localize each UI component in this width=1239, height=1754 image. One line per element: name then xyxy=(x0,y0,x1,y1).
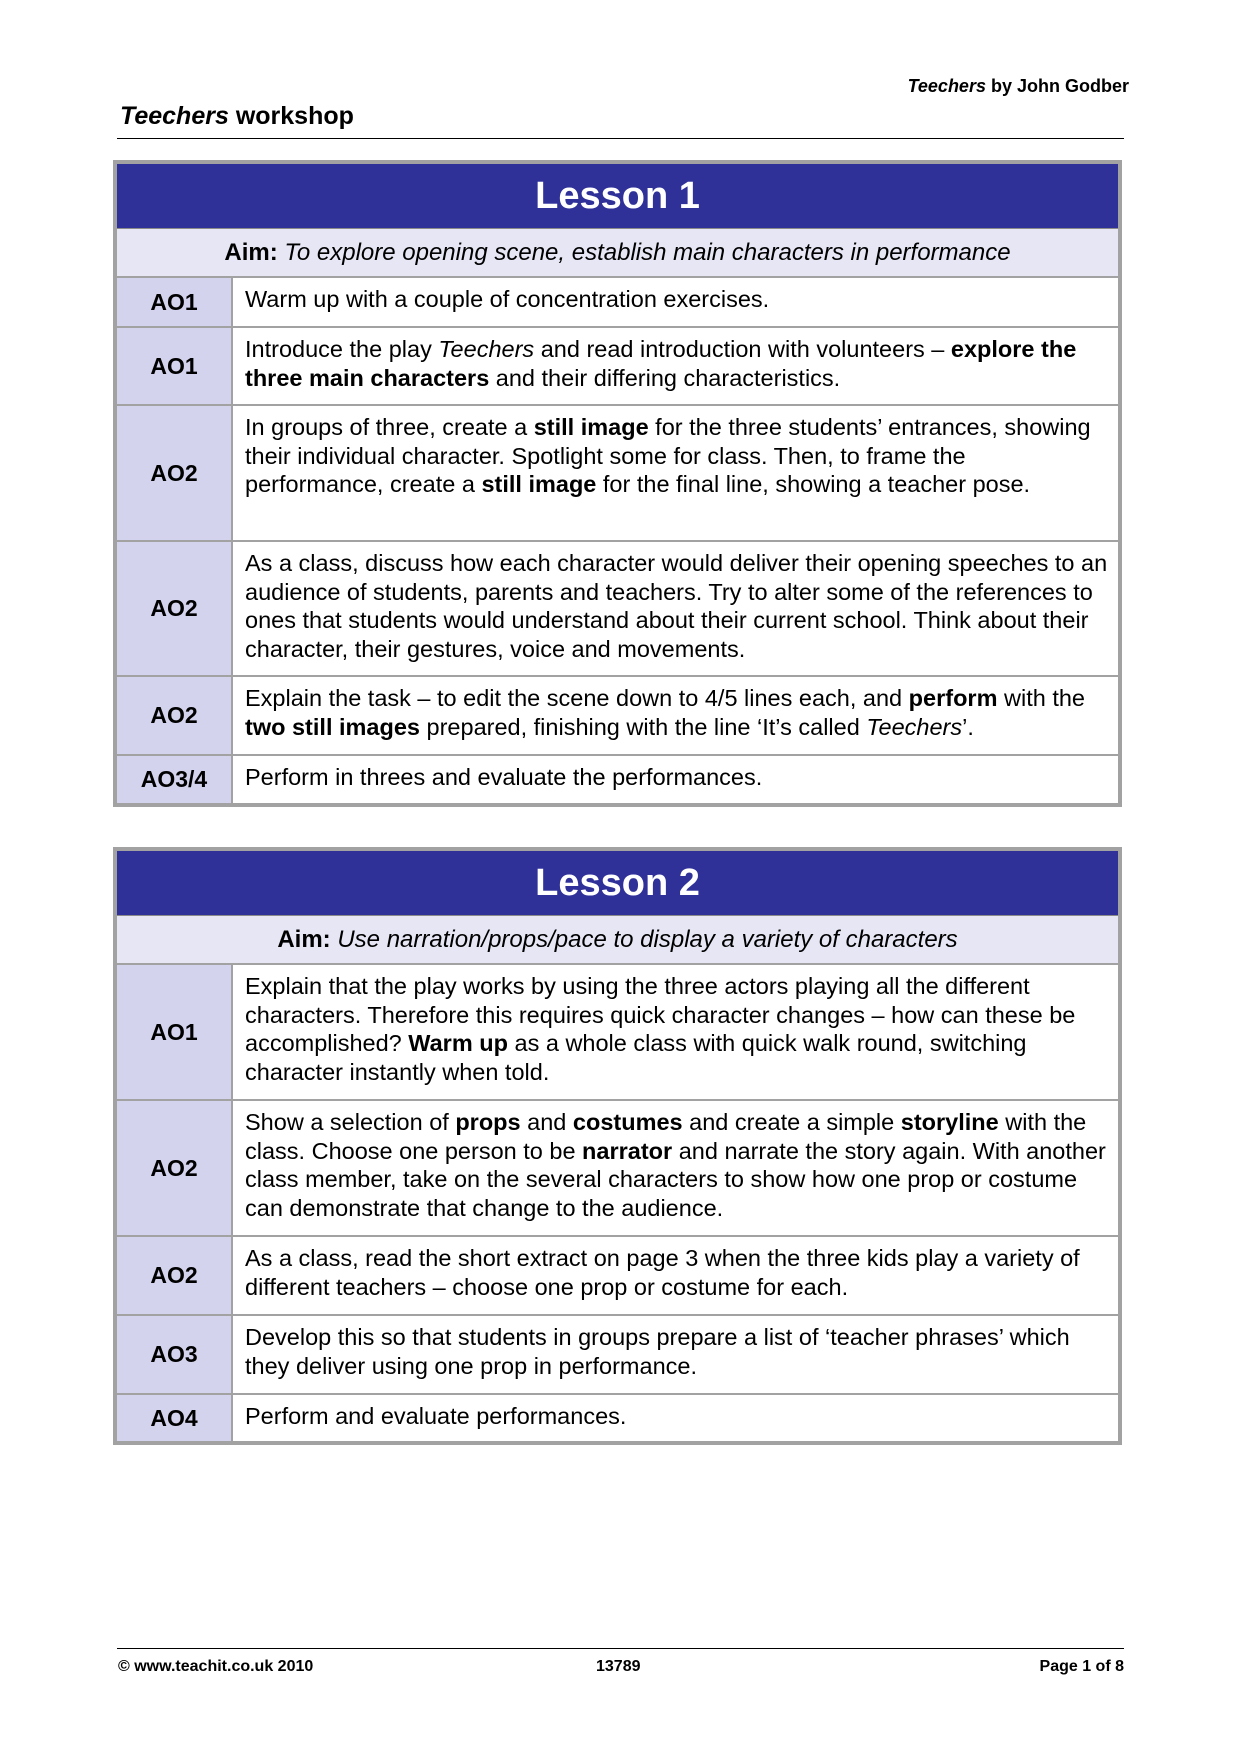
author-text: by John Godber xyxy=(990,76,1129,96)
lesson-rows xyxy=(117,278,1118,803)
lesson-title: Lesson 1 xyxy=(117,164,1118,229)
assessment-objective: AO3/4 xyxy=(117,756,233,803)
text-segment: and read introduction with volunteers – xyxy=(534,336,951,362)
assessment-objective: AO1 xyxy=(117,965,233,1099)
text-segment: Warm up with a couple of concentration exercises. xyxy=(245,286,770,312)
assessment-objective: AO4 xyxy=(117,1395,233,1441)
text-segment: As a class, discuss how each character would deliver their opening speeches to an audience of students, parents and teachers. Try to alter some of the references to ones that students would understand about their current school. Think about their character, their gestures, voice and movements. xyxy=(245,550,1108,662)
aim-label: Aim: xyxy=(277,926,331,953)
lesson-aim xyxy=(117,916,1118,965)
assessment-objective: AO1 xyxy=(117,328,233,404)
aim-label: Aim: xyxy=(224,239,278,266)
text-segment: Explain the task – to edit the scene down to 4/5 lines each, and xyxy=(245,685,909,711)
activity-description xyxy=(233,406,1118,540)
table-row xyxy=(117,1237,1118,1316)
text-segment: Introduce the play xyxy=(245,336,439,362)
table-row xyxy=(117,965,1118,1101)
text-segment: Perform in threes and evaluate the performances. xyxy=(245,764,763,790)
table-row xyxy=(117,328,1118,406)
lesson-rows xyxy=(117,965,1118,1441)
document-title-italic: Teechers xyxy=(120,102,229,130)
lesson-title: Lesson 2 xyxy=(117,851,1118,916)
table-row xyxy=(117,756,1118,803)
assessment-objective: AO2 xyxy=(117,542,233,675)
text-segment: In groups of three, create a xyxy=(245,414,534,440)
document-title xyxy=(120,102,354,131)
italic-text: Teechers xyxy=(438,336,535,362)
table-row xyxy=(117,278,1118,328)
table-row xyxy=(117,1101,1118,1237)
header-divider xyxy=(117,138,1124,139)
assessment-objective: AO3 xyxy=(117,1316,233,1393)
footer-code: 13789 xyxy=(596,1658,641,1675)
assessment-objective: AO2 xyxy=(117,1101,233,1235)
bold-text: storyline xyxy=(900,1109,999,1135)
bold-text: Warm up xyxy=(408,1030,508,1056)
table-row xyxy=(117,677,1118,756)
italic-text: Teechers xyxy=(866,713,963,740)
aim-text: To explore opening scene, establish main characters in performance xyxy=(284,239,1011,266)
footer-copyright: © www.teachit.co.uk 2010 xyxy=(118,1658,314,1675)
bold-text: still image xyxy=(533,414,649,440)
activity-description xyxy=(233,1395,1118,1441)
bold-text: costumes xyxy=(572,1109,683,1135)
lesson-1-table xyxy=(113,160,1122,807)
bold-text: explore the three main characters xyxy=(245,336,1077,391)
assessment-objective: AO2 xyxy=(117,677,233,754)
bold-text: perform xyxy=(908,685,998,711)
bold-text: still image xyxy=(481,471,597,497)
text-segment: for the final line, showing a teacher pose. xyxy=(596,471,1031,497)
bold-text: props xyxy=(455,1109,521,1135)
text-segment: with the xyxy=(997,685,1085,711)
activity-description xyxy=(233,278,1118,326)
text-segment: and xyxy=(520,1109,573,1135)
aim-text: Use narration/props/pace to display a variety of characters xyxy=(337,926,958,953)
assessment-objective: AO2 xyxy=(117,406,233,540)
document-title-rest: workshop xyxy=(235,102,354,130)
text-segment: Develop this so that students in groups prepare a list of ‘teacher phrases’ which they deliver using one prop in performance. xyxy=(245,1324,1070,1379)
assessment-objective: AO1 xyxy=(117,278,233,326)
text-segment: ’. xyxy=(962,713,974,740)
activity-description xyxy=(233,677,1118,754)
table-row xyxy=(117,1395,1118,1441)
assessment-objective: AO2 xyxy=(117,1237,233,1314)
text-segment: and create a simple xyxy=(682,1109,901,1135)
text-segment: and narrate the story again. With another class member, take on the several characters to show how one prop or costume can demonstrate that change to the audience. xyxy=(245,1137,1106,1221)
lesson-2-table xyxy=(113,847,1122,1445)
text-segment: Show a selection of xyxy=(245,1109,456,1135)
activity-description xyxy=(233,1316,1118,1393)
text-segment: and their differing characteristics. xyxy=(489,364,841,391)
bold-text: narrator xyxy=(582,1137,673,1164)
footer-page-number: Page 1 of 8 xyxy=(1039,1658,1124,1675)
activity-description xyxy=(233,756,1118,803)
text-segment: Perform and evaluate performances. xyxy=(245,1403,627,1429)
text-segment: Explain that the play works by using the three actors playing all the different characters. Therefore this requires quick character changes – how can these be accomplished? xyxy=(245,973,1076,1056)
activity-description xyxy=(233,965,1118,1099)
lesson-aim xyxy=(117,229,1118,278)
text-segment: as a whole class with quick walk round, switching character instantly when told. xyxy=(245,1030,1027,1085)
activity-description xyxy=(233,328,1118,404)
activity-description xyxy=(233,1101,1118,1235)
activity-description xyxy=(233,1237,1118,1314)
footer-divider xyxy=(117,1648,1124,1649)
activity-description xyxy=(233,542,1118,675)
text-segment: with the class. Choose one person to be xyxy=(245,1109,1087,1164)
text-segment: prepared, finishing with the line ‘It’s called xyxy=(420,713,867,740)
table-row xyxy=(117,1316,1118,1395)
header-play-author xyxy=(908,76,1129,97)
table-row xyxy=(117,406,1118,542)
bold-text: two still images xyxy=(245,713,420,740)
text-segment: for the three students’ entrances, showing their individual character. Spotlight some for class. Then, to frame the performance, create a xyxy=(245,414,1091,497)
play-title: Teechers xyxy=(907,76,986,96)
table-row xyxy=(117,542,1118,677)
text-segment: As a class, read the short extract on page 3 when the three kids play a variety of different teachers – choose one prop or costume for each. xyxy=(245,1245,1080,1300)
